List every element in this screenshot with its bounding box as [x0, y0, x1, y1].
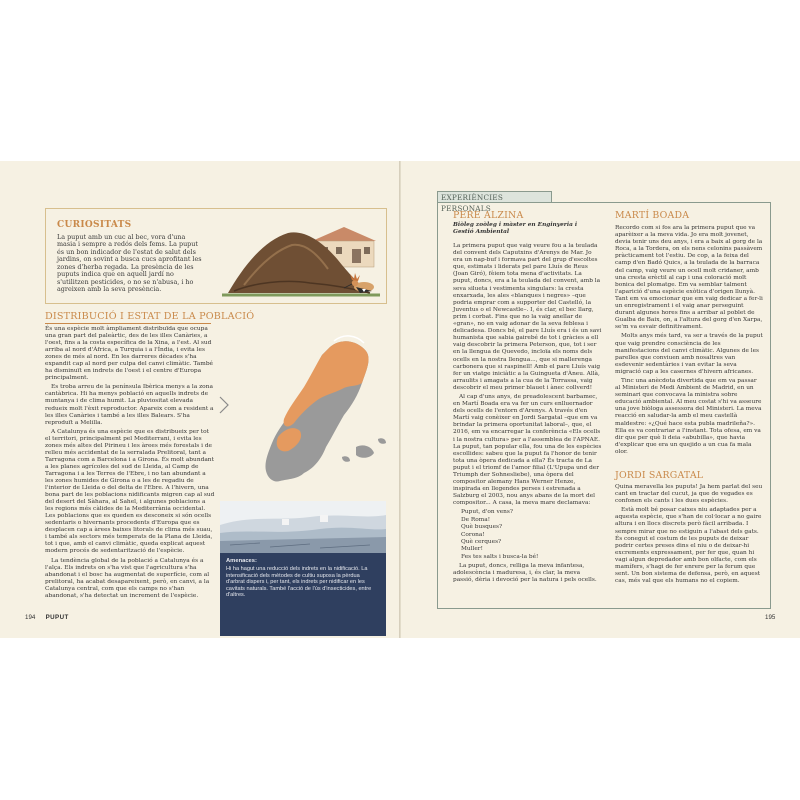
poem-line: Fes tes salts i busca-la bé!: [461, 553, 539, 560]
poem-line: De Roma!: [461, 516, 491, 523]
jordi-sargatal-text: [615, 484, 763, 587]
curiosities-title: CURIOSITATS: [57, 220, 132, 230]
poem-line: Què cerques?: [461, 538, 502, 545]
balearic-islands-shape: [342, 438, 386, 462]
threats-text: Hi ha hagut una reducció dels indrets en la nidificació. La intensificació dels mètodes de cultiu suposa la pèrdua d'arbrat dispers i, per tant, els indrets per nidificar en les cavitats naturals. També l'acció de l'ús d'insecticides, entre d'altres.: [226, 566, 372, 599]
marti-boada-name: MARTÍ BOADA: [615, 210, 690, 221]
jordi-paragraph: Està molt bé posar caixes niu adaptades per a aquesta espècie, que s'han de col·locar a no gaire altura i en llocs discrets però fàcil arribada. I sempre mirar que no estiguin a l'abast dels gats. És conegut el costum de les puputs de deixar podrir certes preses dins el niu o de deixar-hi excrements expressament, per fer que, quan hi vagi algun depredador amb bon olfacte, com els mamífers, s'hagi de fer enrere per la ferum que sent. Un bon sistema de defensa, però, en aquest cas, més val que els humans no el copiem.: [615, 507, 762, 585]
poem-line: Què busques?: [461, 524, 503, 531]
marti-paragraph: Recordo com si fos ara la primera puput que va aparèixer a la meva vida. Jo era molt jovenet, devia tenir uns deu anys, i era a baix al gorg de la Roca, a la Tordera, on els nens celonins passàvem pràcticament tot l'estiu. De cop, a la feixa del camp d'en Badó Quics, a la teulada de la barraca del camp, vaig veure un ocell molt cridaner, amb una cresta erèctil al cap i una coloració molt bonica del plomatge. Em va semblar talment l'aparició d'una espècie exòtica d'origen llunyà. Tant em va emocionar que em vaig dedicar a fer-li un enregistrament i el vaig anar perseguint durant algunes hores fins a arribar al poblet de Gualba de Baix, on, a l'altura del gorg d'en Xarpa, se'm va esvair definitivament.: [615, 225, 763, 331]
distribution-paragraph: Es troba arreu de la península Ibèrica menys a la zona cantàbrica. Hi ha menys població en aquells indrets de muntanya i de clima humit. La pluviositat elevada redueix molt l'èxit reproductor. Apareix com a resident a les illes Canàries i també a les illes Balears. S'ha reproduït a Melilla.: [45, 384, 214, 426]
book-spread: [0, 161, 800, 638]
distribution-rule: [45, 323, 211, 324]
pere-alzina-role: Biòleg zoòleg i màster en Enginyeria i Gestió Ambiental: [453, 222, 578, 235]
distribution-paragraph: És una espècie molt àmpliament distribuïda que ocupa una gran part del paleàrtic, des de les illes Canàries, a l'oest, fins a la costa específica de la Xina, a l'est. Al sud arriba al nord d'Àfrica, a Turquia i a l'Índia, i evita les zones de més al nord. En les darreres dècades s'ha expandit cap al nord per culpa del canvi climàtic. També ha disminuït en indrets de l'oest i el centre d'Europa principalment.: [45, 326, 214, 382]
poem: [461, 509, 602, 560]
pere-paragraph: La primera puput que vaig veure fou a la teulada del convent dels Caputxins d'Arenys de Mar. Jo era un nap-buf i formava part del grup d'escoltes que, estimats i liderats pel pare Lluís de Reus (Joan Giró), fèiem tota mena d'activitats. La puput, doncs, era a la teulada del convent, amb la seva silueta i vestimenta singulars: la cresta enxarxada, les ales «blanques i negres» –que podria emprar com a supporter del Castelló, la Juventus o el Newcastle–. I, és clar, el bec llarg, prim i corbat. Fins que no la vaig anellar de «gran», no en vaig adonar de la seva feblesa i delicadesa. Doncs bé, el pare Lluís era i és un savi humanista que sabia gairebé de tot i gràcies a ell vaig descobrir la primera Peterson, que, tot i ser en la llengua de Quevedo, incloïa els noms dels ocells en la nostra llengua..., que si mallerenga carbonera que si raspinell! Amb el pare Lluís vaig fer un viatge iniciàtic a la Guingueta d'Àneu. Allà, arraulits i amagats a la cua de la Torrassa, vaig descobrir el meu primer blauet i ànec collverd!: [453, 243, 602, 391]
poem-line: Puput, d'on vens?: [461, 509, 513, 516]
pere-alzina-text: [453, 243, 602, 586]
poem-line: Corona!: [461, 531, 485, 538]
curiosities-text: La puput amb un cuc al bec, vora d'una masia i sempre a redós dels fems. La puput és un bon indicador de l'estat de salut dels jardins, on sovint a busca cucs aprofitant les zones d'herba regada. La presència de les puputs indica que en aquell jardí no s'utilitzen pesticides, o no se n'abusa, i ho agreixen amb la seva presència.: [57, 233, 202, 294]
left-footer: [25, 614, 69, 621]
right-footer: [765, 614, 775, 621]
threats-box: [220, 553, 386, 636]
poem-line: Muller!: [461, 546, 483, 553]
pere-closing: La puput, doncs, relliga la meva infantesa, adolescència i maduresa, i, és clar, la meva passió, dèria i devoció per la natura i pels ocells.: [453, 562, 597, 584]
marti-paragraph: Molts anys més tard, va ser a través de la puput que vaig prendre consciència de les manifestacions del canvi climàtic. Algunes de les parelles que conviuen amb nosaltres van esdevenir sedentàries i van evitar la seva migració cap a les casernes d'hivern africanes.: [615, 333, 763, 375]
curiosities-box: [45, 208, 387, 304]
marti-boada-text: [615, 225, 763, 458]
distribution-paragraph: A Catalunya és una espècie que es distribueix per tot el territori, principalment pel Mediterrani, i evita les zones més altes del Pirineu i les àrees més forestals i de relleu més accidentat de la serralada Prelitoral, tant a Tarragona com a Barcelona i a Girona. És molt abundant a les planes agrícoles del sud de Lleida, al Camp de Tarragona i a les Terres de l'Ebre, i no tan abundant a les zones humides de Girona o a les de regadiu de l'interior de Lleida o del delta de l'Ebre. A l'hivern, una bona part de les poblacions nidificants migren cap al sud del desert del Sàhara, al Sahel, i algunes poblacions a les regions més càlides de la Mediterrània occidental. Les poblacions que es queden es desconeix si són ocells sedentaris o hivernants procedents d'Europa que es desplacen cap a àrees baixes litorals de clima més suau, i també als sectors més temperats de la Plana de Lleida, tot i que, amb el canvi climàtic, queda explicat aquest modern procés de sedentarització de l'espècie.: [45, 428, 215, 555]
distribution-paragraph: La tendència global de la població a Catalunya és a l'alça. Els indrets on s'ha vist que l'agricultura s'ha abandonat i el bosc ha augmentat de superfície, com al prelitoral, ha acabat desapareixent, però, en canvi, a la Catalunya central, com que els camps no s'han abandonat, s'ha detectat un increment de l'espècie.: [45, 557, 210, 599]
chevron-right-icon: [218, 396, 230, 414]
running-title: PUPUT: [45, 614, 69, 621]
jordi-sargatal-name: JORDI SARGATAL: [615, 470, 704, 481]
jordi-paragraph: Quina meravella les puputs! Ja hem parlat del seu cant en tractar del cucut, ja que de vegades es confonen els cants i les dues espècies.: [615, 484, 763, 505]
marti-paragraph: Tinc una anècdota divertida que em va passar al Ministeri de Medi Ambient de Madrid, en un seminari que convocava la ministra sobre educació ambiental. Al meu costat s'hi va asseure una jove biòloga assessora del Ministeri. La meva reacció en saludar-la amb el meu castellà maldestre: «¿Qué hace esta publa madrileña?». Ella es va contrariar a l'instant. Tota ofesa, em va dir que per què li deia «abubilla», que havia d'explicar que era un quejido a un cua fa mala olor.: [615, 377, 762, 455]
manure-heap-hoopoe-illustration: [214, 213, 386, 303]
spain-map-shape: [265, 336, 368, 482]
personal-experiences-tab: EXPERIÈNCIES PERSONALS: [437, 191, 552, 202]
distribution-body: [45, 326, 215, 602]
page-number: 195: [765, 614, 776, 621]
landscape-illustration: [220, 501, 386, 553]
pere-paragraph: Al cap d'uns anys, de preadolescent barbamec, en Martí Boada era va fer un curs enlluernador dels ocells de l'entorn d'Arenys. A través d'en Martí vaig conèixer en Jordi Sargatal –que em va brindar la primera oportunitat laboral–, que, el 2016, em va encarregar la conferència «Els ocells i la nostra cultura» per a l'assemblea de l'APNAE. La puput, tan popular ella, fou una de les espècies escollides: sabeu que la puput fa l'honor de tenir tota una òpera dedicada a ella? És tracta de La puput i el triomf de l'amor filial (L'Upupa und der Triumph der Sohnesliebe), una òpera del compositor alemany Hans Werner Henze, inspirada en llegendes perses i estrenada a Salzburg el 2003, nou anys abans de la mort del compositor... A casa, la meva mare declamava:: [453, 393, 602, 507]
threats-title: Amenaces:: [226, 558, 257, 564]
distribution-title: DISTRIBUCIÓ I ESTAT DE LA POBLACIÓ: [45, 311, 255, 322]
page-number: 194: [25, 614, 36, 621]
distribution-map: [238, 329, 388, 509]
right-page: [401, 161, 800, 638]
pere-alzina-name: PERE ALZINA: [453, 210, 524, 221]
left-page: [0, 161, 399, 638]
